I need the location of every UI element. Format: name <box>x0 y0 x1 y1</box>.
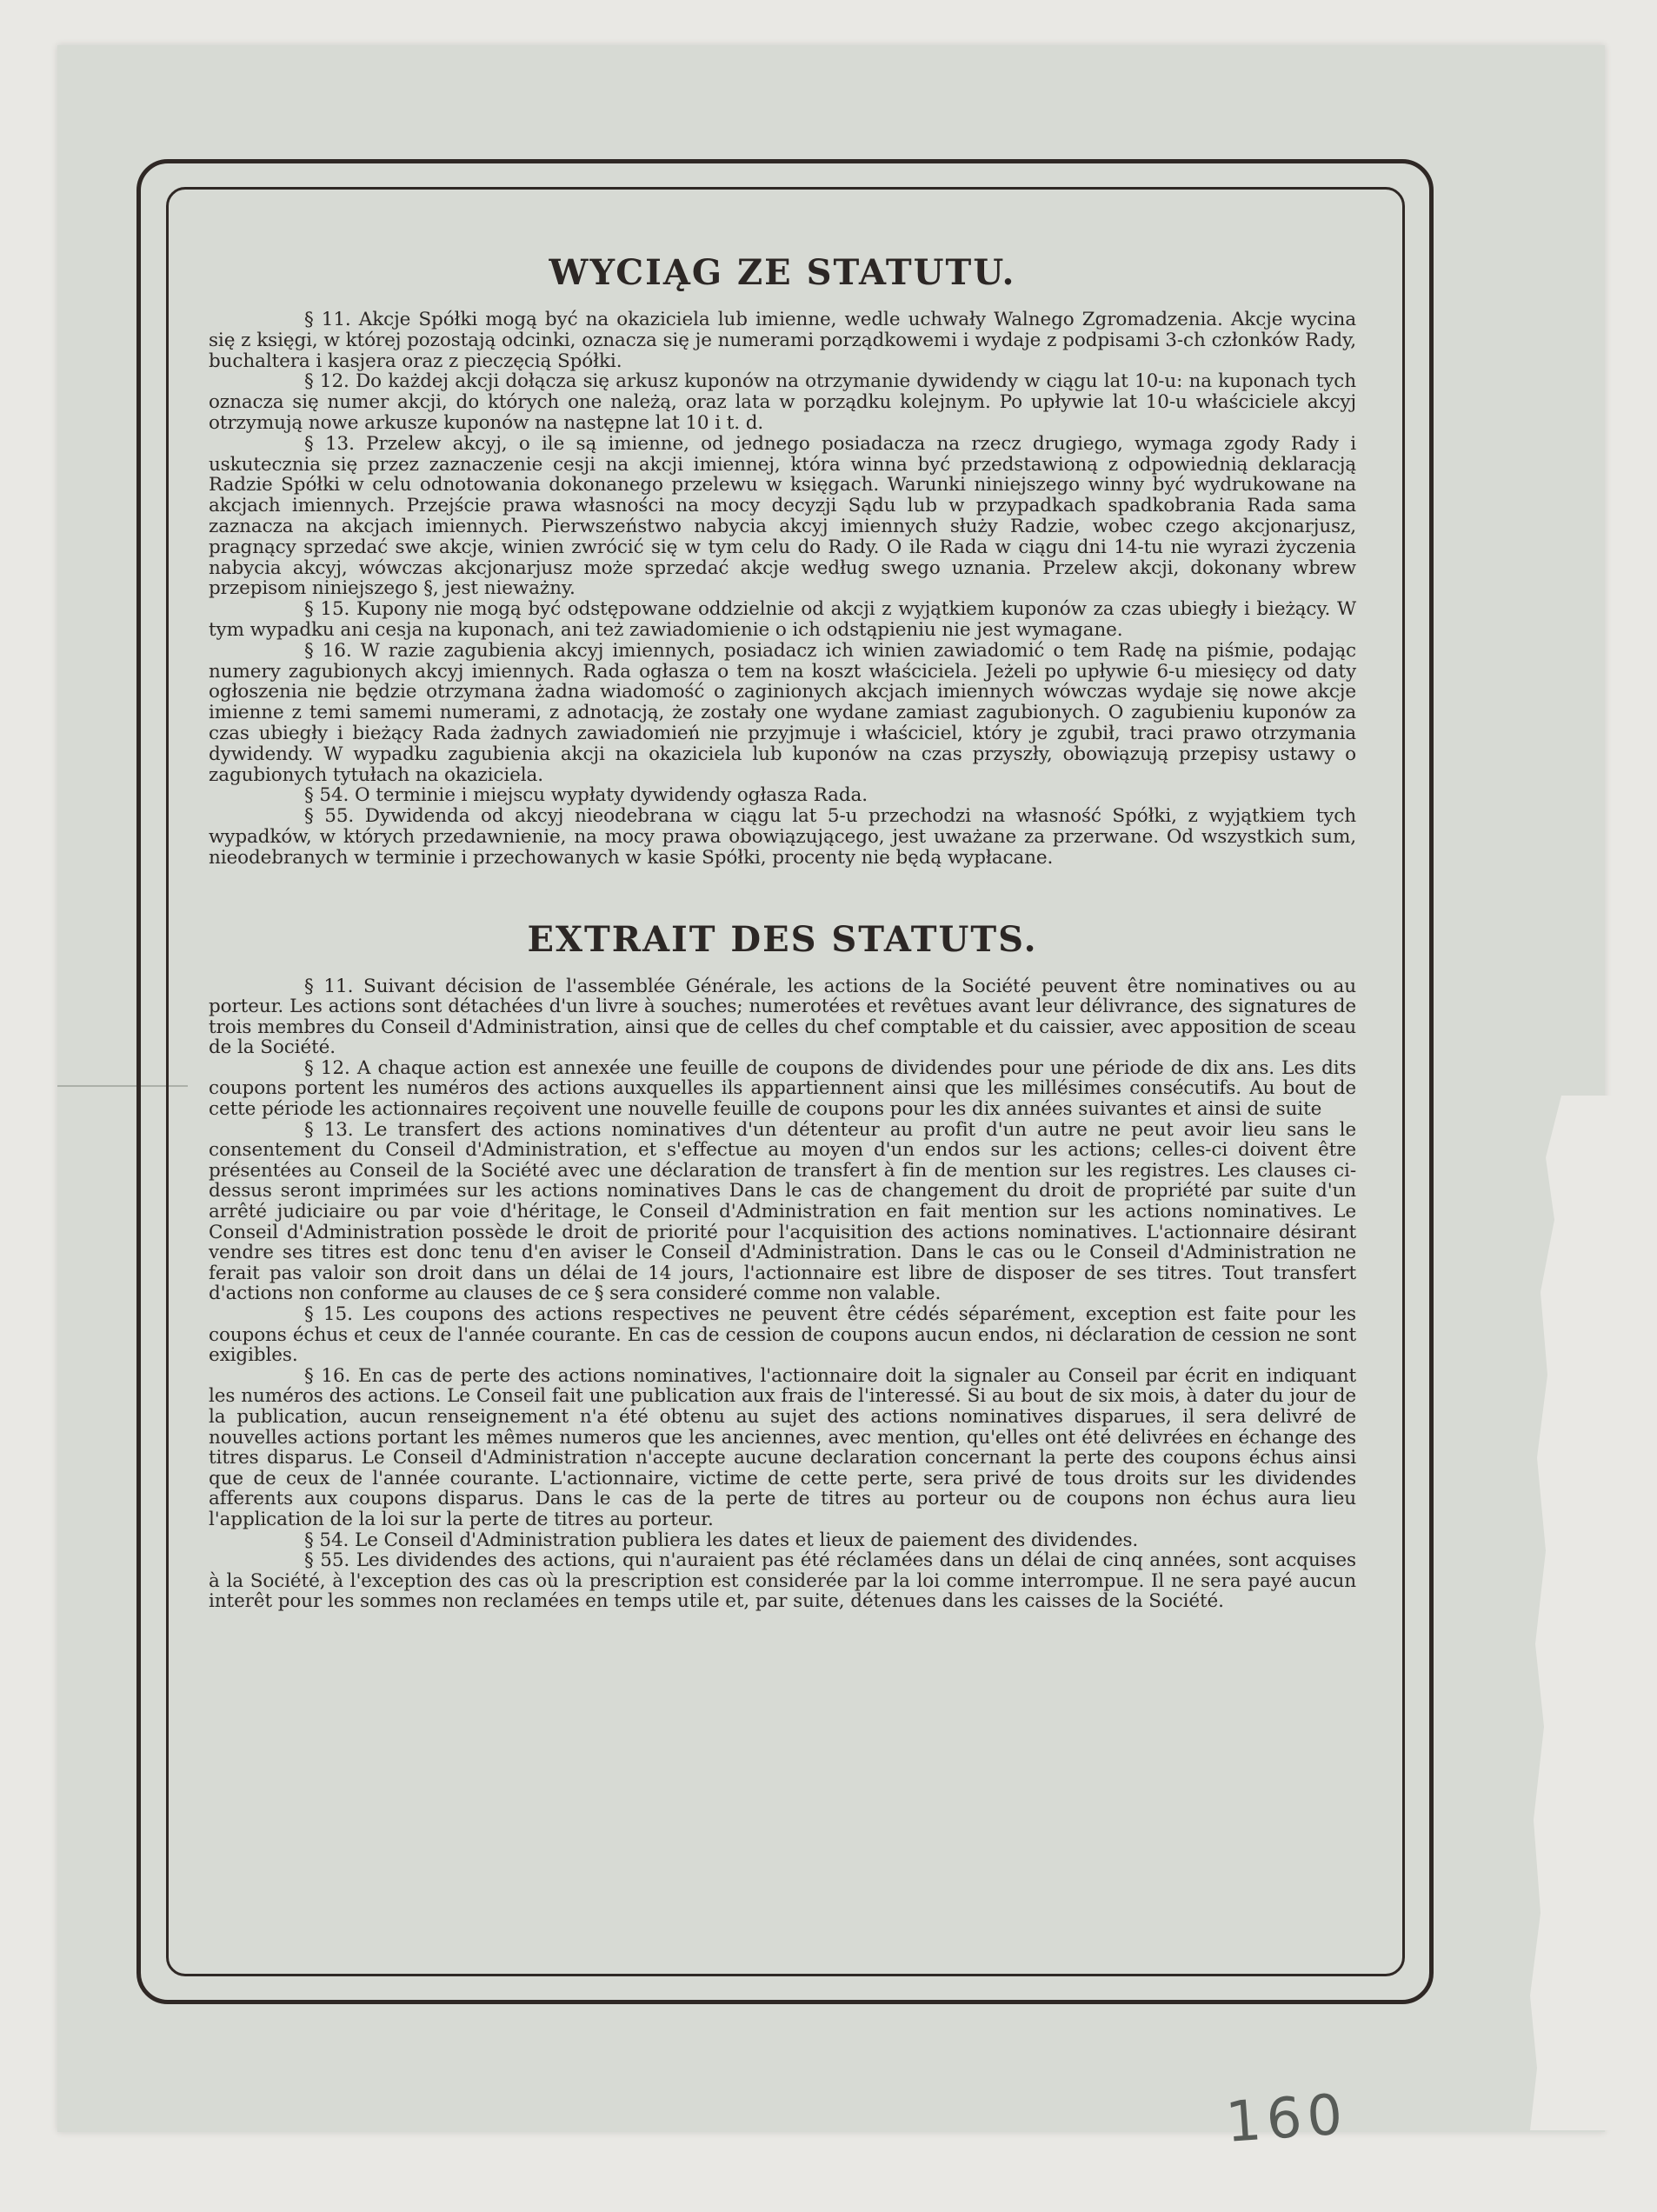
statute-text-area <box>209 252 1356 1612</box>
polish-paragraph-12: § 12. Do każdej akcji dołącza się arkusz kuponów na otrzymanie dywidendy w ciągu lat 10-u: na kuponach tych oznacza się numer akcji, do których one należą, oraz lata w porządku kolejnym. Po upływie lat 10-u właściciele akcyj otrzymują nowe arkusze kuponów na następne lat 10 i t. d. <box>209 370 1356 434</box>
french-paragraph-13: § 13. Le transfert des actions nominatives d'un détenteur au profit d'un autre ne peut avoir lieu sans le consentement du Conseil d'Administration, et s'effectue au moyen d'un endos sur les actions; celles-ci doivent être présentées au Conseil de la Société avec une déclaration de transfert à fin de mention sur les registres. Les clauses ci-dessus seront imprimées sur les actions nominatives Dans le cas de changement du droit de propriété par suite d'un arrêté judiciaire ou par voie d'héritage, le Conseil d'Administration en fait mention sur les actions nominatives. Le Conseil d'Administration possède le droit de priorité pour l'acquisition des actions nominatives. L'actionnaire désirant vendre ses titres est donc tenu d'en aviser le Conseil d'Administration. Dans le cas ou le Conseil d'Administration ne ferait pas valoir son droit dans un délai de 14 jours, l'actionnaire est libre de disposer de ses titres. Tout transfert d'actions non conforme au clauses de ce § sera consideré comme non valable. <box>209 1118 1356 1305</box>
polish-paragraph-13: § 13. Przelew akcyj, o ile są imienne, od jednego posiadacza na rzecz drugiego, wymaga zgody Rady i uskutecznia się przez zaznaczenie cesji na akcji imiennej, która winna być przedstawioną z odpowiednią deklaracją Radzie Spółki w celu odnotowania dokonanego przelewu w księgach. Warunki niniejszego winny być wydrukowane na akcjach imiennych. Przejście prawa własności na mocy decyzji Sądu lub w przypadkach spadkobrania Rada sama zaznacza na akcjach imiennych. Pierwszeństwo nabycia akcyj imiennych służy Radzie, wobec czego akcjonarjusz, pragnący sprzedać swe akcje, winien zwrócić się w tym celu do Rady. O ile Rada w ciągu dni 14-tu nie wyrazi życzenia nabycia akcyj, wówczas akcjonarjusz może sprzedać akcje według swego uznania. Przelew akcji, dokonany wbrew przepisom niniejszego §, jest nieważny. <box>209 432 1356 600</box>
handwritten-page-number: 160 <box>1223 2082 1350 2155</box>
french-paragraph-11: § 11. Suivant décision de l'assemblée Générale, les actions de la Société peuvent être nominatives ou au porteur. Les actions sont détachées d'un livre à souches; numerotées et revêtues avant leur délivrance, des signatures de trois membres du Conseil d'Administration, ainsi que de celles du chef comptable et du caissier, avec apposition de sceau de la Société. <box>209 975 1356 1059</box>
french-heading: EXTRAIT DES STATUTS. <box>527 918 1038 960</box>
polish-paragraph-55: § 55. Dywidenda od akcyj nieodebrana w ciągu lat 5-u przechodzi na własność Spółki, z wyjątkiem tych wypadków, w których przedawnienie, na mocy prawa obowiązującego, jest uważane za przerwane. Od wszystkich sum, nieodebranych w terminie i przechowanych w kasie Spółki, procenty nie będą wypłacane. <box>209 805 1356 869</box>
french-section <box>209 976 1356 1612</box>
torn-edge <box>1530 1096 1657 2130</box>
polish-heading: WYCIĄG ZE STATUTU. <box>549 252 1016 293</box>
french-paragraph-15: § 15. Les coupons des actions respectives ne peuvent être cédés séparément, exception est faite pour les coupons échus et ceux de l'année courante. En cas de cession de coupons aucun endos, ni déclaration de cession ne sont exigibles. <box>209 1303 1356 1367</box>
polish-paragraph-16: § 16. W razie zagubienia akcyj imiennych, posiadacz ich winien zawiadomić o tem Radę na piśmie, podając numery zagubionych akcyj imiennych. Rada ogłasza o tem na koszt właściciela. Jeżeli po upływie 6-u miesięcy od daty ogłoszenia nie będzie otrzymana żadna wiadomość o zaginionych akcjach imiennych wówczas wydaje się nowe akcje imienne z temi samemi numerami, z adnotacją, że zostały one wydane zamiast zagubionych. O zagubieniu kuponów za czas ubiegły i bieżący Rada żadnych zawiadomień nie przyjmuje i właściciel, który je zgubił, traci prawo otrzymania dywidendy. W wypadku zagubienia akcji na okaziciela lub kuponów na czas przyszły, obowiązują przepisy ustawy o zagubionych tytułach na okaziciela. <box>209 639 1356 786</box>
french-paragraph-54: § 54. Le Conseil d'Administration publiera les dates et lieux de paiement des dividendes. <box>304 1529 1139 1551</box>
french-paragraph-16: § 16. En cas de perte des actions nominatives, l'actionnaire doit la signaler au Conseil par écrit en indiquant les numéros des actions. Le Conseil fait une publication aux frais de l'interessé. Si au bout de six mois, à dater du jour de la publication, aucun renseignement n'a été obtenu au sujet des actions nominatives disparues, il sera delivré de nouvelles actions portant les mêmes numeros que les anciennes, avec mention, qu'elles ont été delivrées en échange des titres disparus. Le Conseil d'Administration n'accepte aucune declaration concernant la perte des coupons échus ainsi que de ceux de l'année courante. L'actionnaire, victime de cette perte, sera privé de tous droits sur les dividendes afferents aux coupons disparus. Dans le cas de la perte de titres au porteur ou de coupons non échus aura lieu l'application de la loi sur la perte de titres au porteur. <box>209 1364 1356 1530</box>
french-paragraph-55: § 55. Les dividendes des actions, qui n'auraient pas été réclamées dans un délai de cinq années, sont acquises à la Société, à l'exception des cas où la prescription est considerée par la loi comme interrompue. Il ne sera payé aucun interêt pour les sommes non reclamées en temps utile et, par suite, détenues dans les caisses de la Société. <box>209 1549 1356 1613</box>
polish-paragraph-11: § 11. Akcje Spółki mogą być na okaziciela lub imienne, wedle uchwały Walnego Zgromadzenia. Akcje wycina się z księgi, w której pozostają odcinki, oznacza się je numerami porządkowemi i wydaje z podpisami 3-ch członków Rady, buchaltera i kasjera oraz z pieczęcią Spółki. <box>209 309 1356 372</box>
french-paragraph-12: § 12. A chaque action est annexée une feuille de coupons de dividendes pour une période de dix ans. Les dits coupons portent les numéros des actions auxquelles ils appartiennent ainsi que les millésimes consécutifs. Au bout de cette période les actionnaires reçoivent une nouvelle feuille de coupons pour les dix années suivantes et ainsi de suite <box>209 1056 1356 1121</box>
polish-paragraph-54: § 54. O terminie i miejscu wypłaty dywidendy ogłasza Rada. <box>304 784 868 807</box>
polish-section <box>209 310 1356 869</box>
polish-paragraph-15: § 15. Kupony nie mogą być odstępowane oddzielnie od akcji z wyjątkiem kuponów za czas ubiegły i bieżący. W tym wypadku ani cesja na kuponach, ani też zawiadomienie o ich odstąpieniu nie jest wymagane. <box>209 598 1356 641</box>
